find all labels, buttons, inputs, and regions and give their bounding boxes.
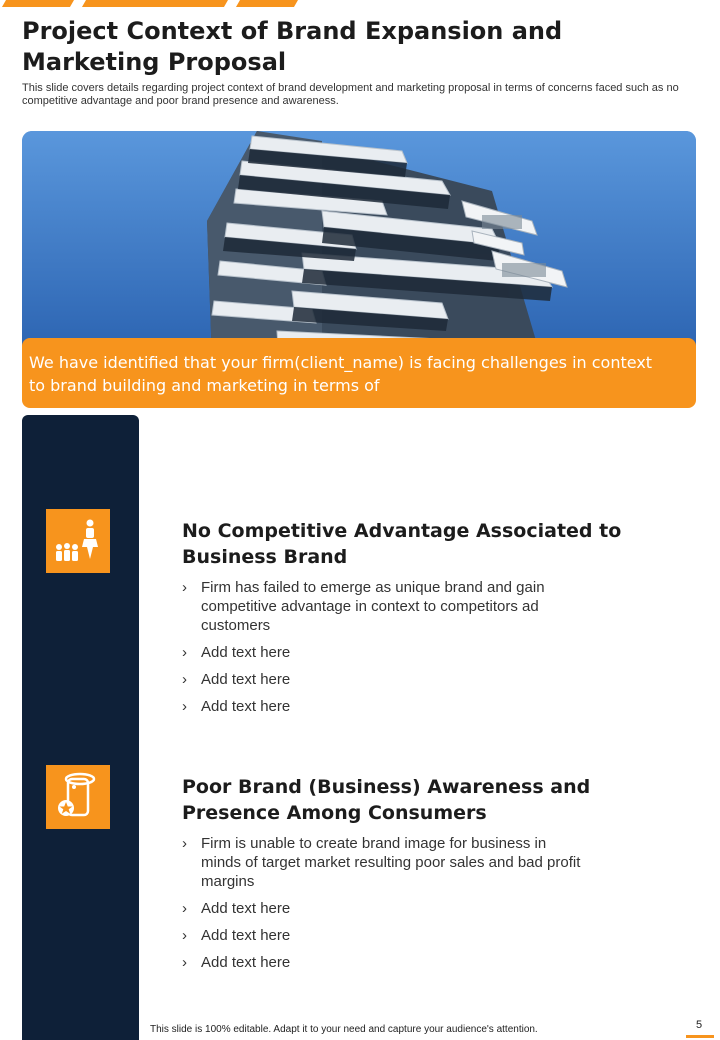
list-item: › Add text here — [182, 953, 581, 972]
page-number-underline — [686, 1035, 714, 1038]
list-item: › Add text here — [182, 926, 581, 945]
top-accent-bars — [0, 0, 300, 8]
building-illustration — [22, 131, 696, 361]
page-number: 5 — [696, 1019, 703, 1031]
list-item: › Add text here — [182, 643, 581, 662]
section-competitive-advantage — [182, 518, 652, 724]
challenge-banner — [22, 338, 696, 408]
accent-bar — [82, 0, 228, 7]
page-title: Project Context of Brand Expansion and Marketing Proposal — [22, 17, 563, 76]
section-heading: No Competitive Advantage Associated to Business Brand — [182, 520, 622, 568]
accent-bar — [2, 0, 74, 7]
hero-building-image — [22, 131, 696, 361]
team-rocket-icon-box — [46, 509, 110, 573]
list-item: › Firm has failed to emerge as unique brand and gain competitive advantage in context to competitors ad customers — [182, 578, 581, 635]
banner-text: We have identified that your firm(client_name) is facing challenges in context to brand building and marketing in terms of — [29, 353, 653, 395]
list-item: › Firm is unable to create brand image for business in minds of target market resulting poor sales and bad profit margins — [182, 834, 581, 891]
brand-tag-icon — [46, 765, 110, 829]
section-brand-awareness — [182, 774, 652, 980]
footer-note: This slide is 100% editable. Adapt it to your need and capture your audience's attention. — [150, 1024, 538, 1035]
list-item: › Add text here — [182, 670, 581, 689]
bullet-list — [182, 834, 652, 972]
page-subtitle: This slide covers details regarding project context of brand development and marketing proposal in terms of concerns faced such as no competitive advantage and poor brand presence and awareness. — [22, 82, 679, 107]
list-item: › Add text here — [182, 899, 581, 918]
section-heading: Poor Brand (Business) Awareness and Presence Among Consumers — [182, 776, 591, 824]
bullet-list — [182, 578, 652, 716]
brand-tag-icon-box — [46, 765, 110, 829]
list-item: › Add text here — [182, 697, 581, 716]
team-rocket-icon — [46, 509, 110, 573]
accent-bar — [236, 0, 298, 7]
